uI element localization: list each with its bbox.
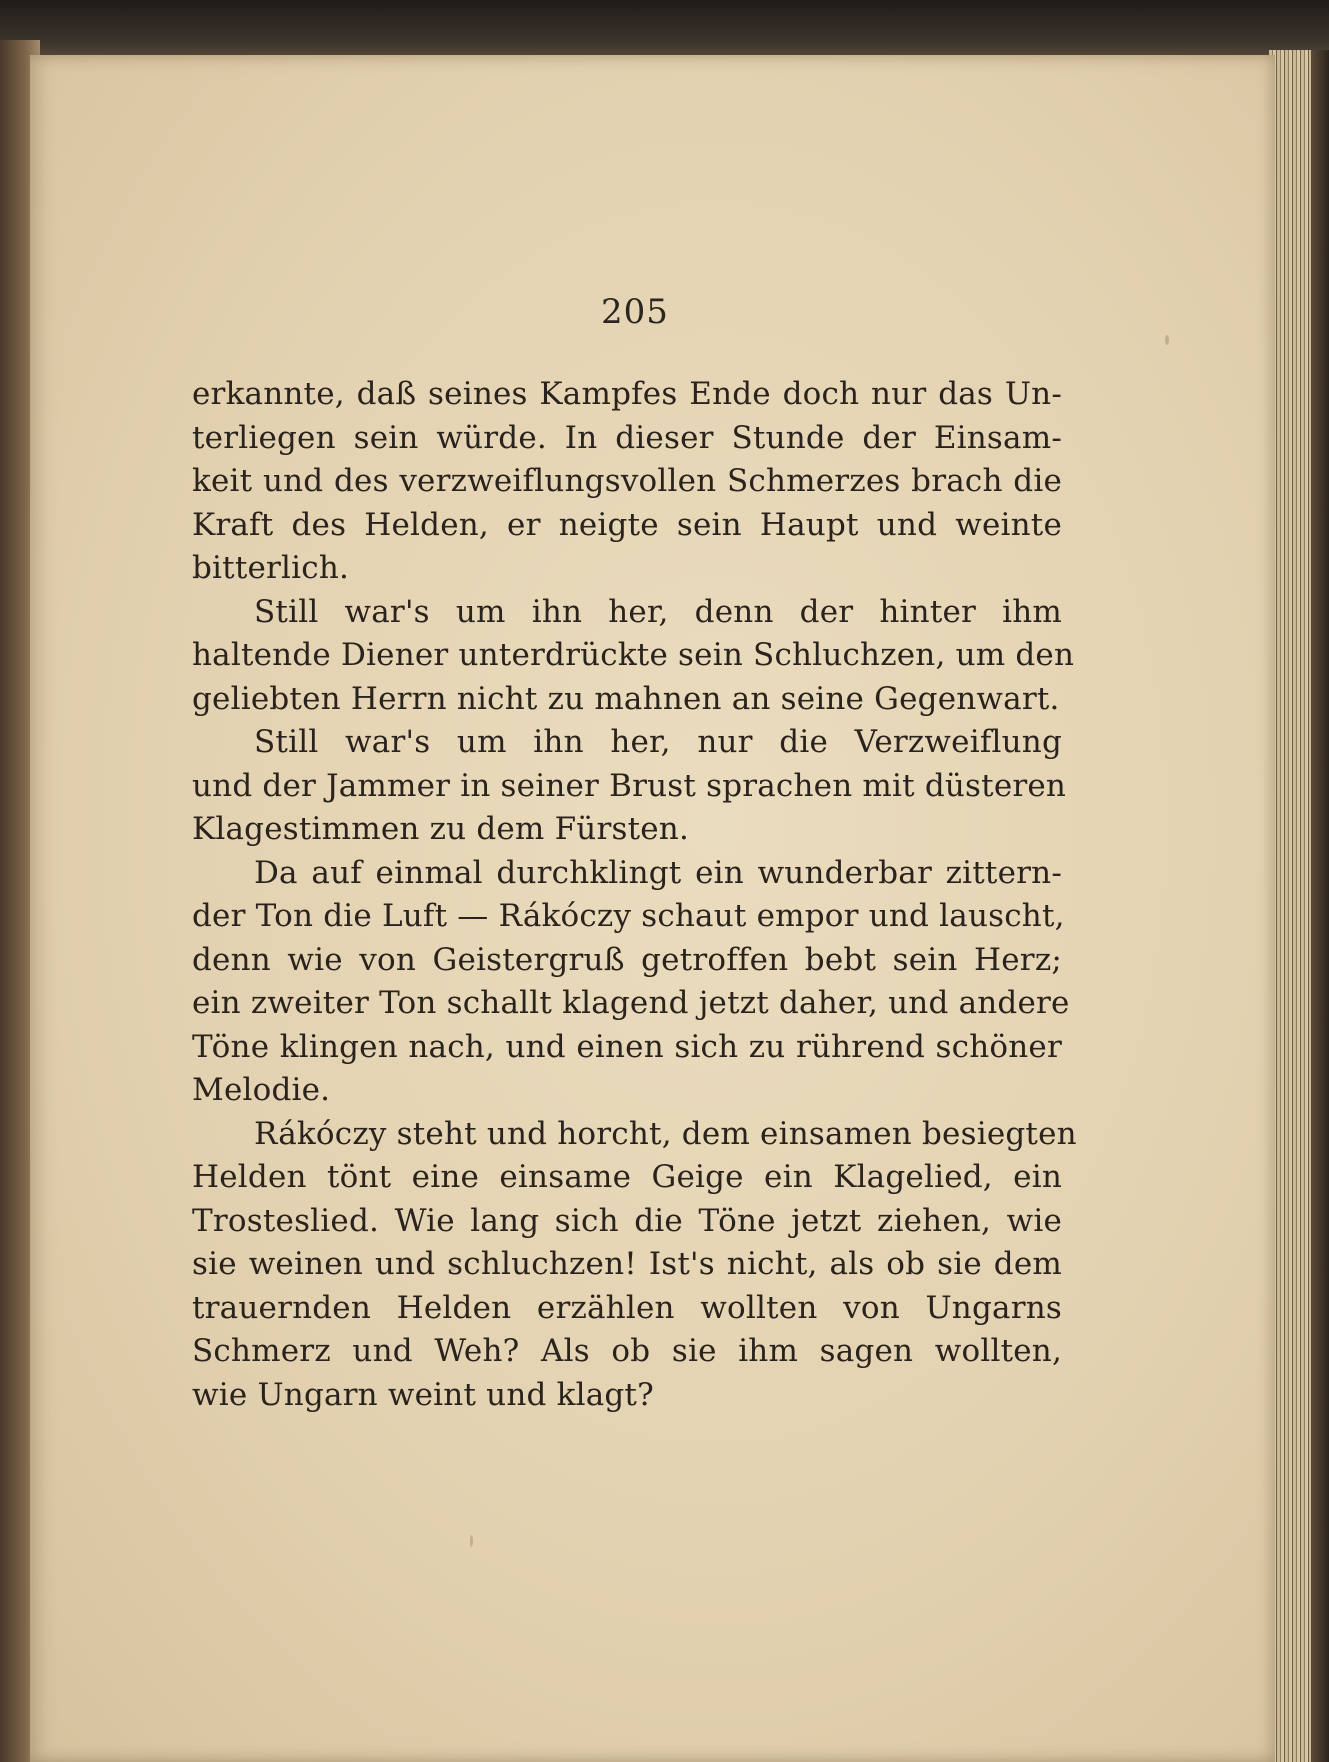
paragraph	[192, 852, 1070, 1113]
background-shadow	[0, 0, 1329, 60]
text-line: ein zweiter Ton schallt klagend jetzt daher, und andere	[192, 985, 1070, 1021]
text-line: Da auf einmal durchklingt ein wunderbar zittern-	[254, 854, 1062, 891]
paragraph	[192, 721, 1067, 852]
text-line: Rákóczy steht und horcht, dem einsamen besiegten	[254, 1115, 1077, 1152]
text-line: Still war's um ihn her, denn der hinter ihm	[254, 593, 1062, 630]
text-line: Melodie.	[192, 1072, 331, 1108]
text-line: Schmerz und Weh? Als ob sie ihm sagen wollten,	[192, 1333, 1062, 1369]
text-line: denn wie von Geistergruß getroffen bebt sein Herz;	[192, 941, 1062, 978]
paragraph	[192, 1113, 1077, 1418]
page-body-text	[192, 373, 1077, 1417]
text-line: erkannte, daß seines Kampfes Ende doch nur das Un-	[192, 376, 1062, 412]
text-line: geliebten Herrn nicht zu mahnen an seine Gegenwart.	[192, 680, 1060, 717]
text-line: Töne klingen nach, und einen sich zu rührend schöner	[192, 1028, 1062, 1065]
text-line: und der Jammer in seiner Brust sprachen mit düsteren	[192, 767, 1067, 804]
paper-stain	[1165, 335, 1169, 345]
text-line: Helden tönt eine einsame Geige ein Klagelied, ein	[192, 1159, 1062, 1195]
book-page	[30, 55, 1275, 1762]
paragraph	[192, 373, 1062, 591]
text-line: trauernden Helden erzählen wollten von Ungarns	[192, 1289, 1062, 1326]
page-number: 205	[601, 292, 669, 332]
text-line: Kraft des Helden, er neigte sein Haupt und weinte	[192, 506, 1062, 543]
text-line: sie weinen und schluchzen! Ist's nicht, als ob sie dem	[192, 1246, 1062, 1282]
text-line: Still war's um ihn her, nur die Verzweiflung	[254, 724, 1062, 760]
text-line: haltende Diener unterdrückte sein Schluchzen, um den	[192, 637, 1075, 673]
paragraph	[192, 591, 1075, 722]
text-line: wie Ungarn weint und klagt?	[192, 1376, 654, 1413]
text-line: der Ton die Luft — Rákóczy schaut empor und lauscht,	[192, 898, 1065, 934]
text-line: Klagestimmen zu dem Fürsten.	[192, 811, 689, 847]
text-line: Trosteslied. Wie lang sich die Töne jetzt ziehen, wie	[192, 1202, 1062, 1239]
paper-stain	[470, 1535, 473, 1547]
text-line: bitterlich.	[192, 550, 350, 586]
text-line: terliegen sein würde. In dieser Stunde der Einsam-	[192, 419, 1062, 456]
book-spine-edge	[1311, 50, 1329, 1762]
text-line: keit und des verzweiflungsvollen Schmerzes brach die	[192, 463, 1062, 499]
